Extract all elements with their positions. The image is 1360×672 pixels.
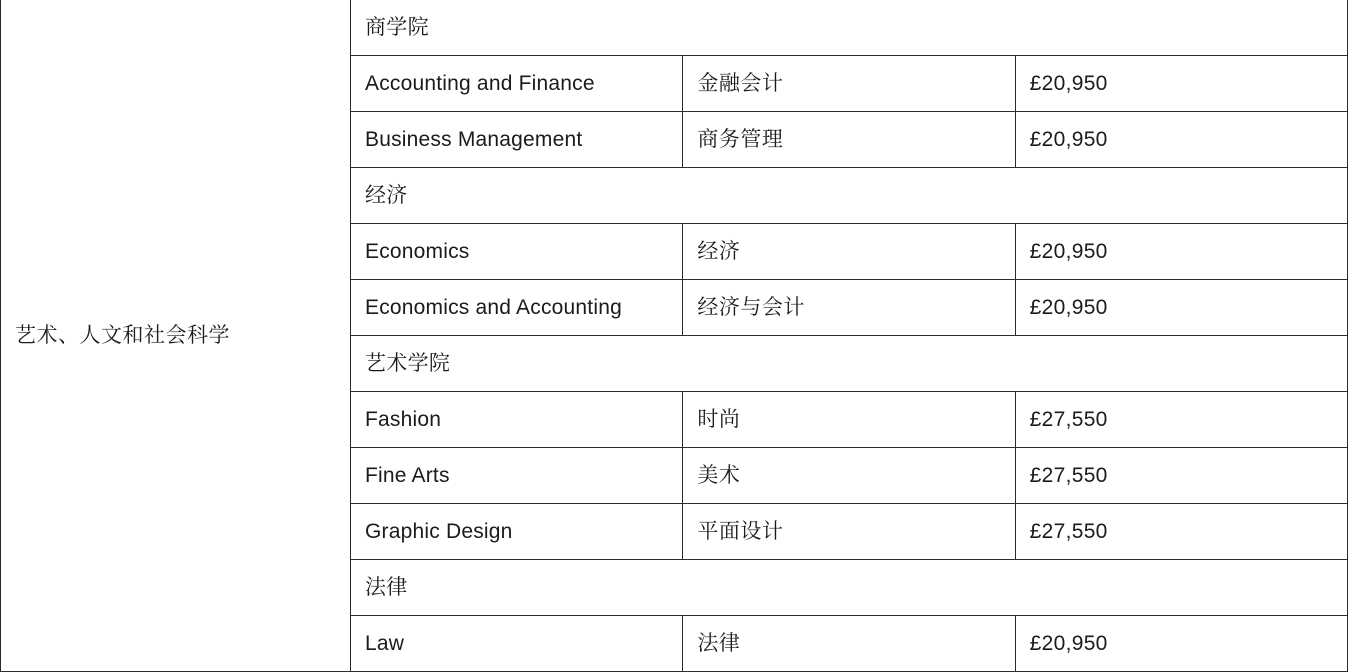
tuition-fee-cell: £27,550 [1015,504,1347,560]
tuition-fee-cell: £27,550 [1015,448,1347,504]
program-name-en-cell: Graphic Design [351,504,683,560]
program-name-cn-cell: 金融会计 [683,56,1015,112]
program-name-en-cell: Economics [351,224,683,280]
tuition-fee-cell: £27,550 [1015,392,1347,448]
program-name-cn-cell: 经济与会计 [683,280,1015,336]
tuition-fee-cell: £20,950 [1015,280,1347,336]
program-group-cell: 法律 [351,560,1348,616]
program-name-cn-cell: 商务管理 [683,112,1015,168]
program-name-en-cell: Economics and Accounting [351,280,683,336]
program-name-cn-cell: 经济 [683,224,1015,280]
program-group-cell: 艺术学院 [351,336,1348,392]
tuition-fee-cell: £20,950 [1015,616,1347,672]
program-name-en-cell: Law [351,616,683,672]
tuition-fee-cell: £20,950 [1015,224,1347,280]
program-name-cn-cell: 时尚 [683,392,1015,448]
program-name-en-cell: Business Management [351,112,683,168]
table-row [1,0,1348,56]
program-name-en-cell: Fashion [351,392,683,448]
program-group-cell: 商学院 [351,0,1348,56]
faculty-name-cell: 艺术、人文和社会科学 [1,0,351,672]
program-name-cn-cell: 法律 [683,616,1015,672]
tuition-fee-cell: £20,950 [1015,56,1347,112]
tuition-fee-cell: £20,950 [1015,112,1347,168]
table-body [1,0,1348,672]
program-name-cn-cell: 平面设计 [683,504,1015,560]
program-name-en-cell: Accounting and Finance [351,56,683,112]
program-name-en-cell: Fine Arts [351,448,683,504]
program-name-cn-cell: 美术 [683,448,1015,504]
program-group-cell: 经济 [351,168,1348,224]
